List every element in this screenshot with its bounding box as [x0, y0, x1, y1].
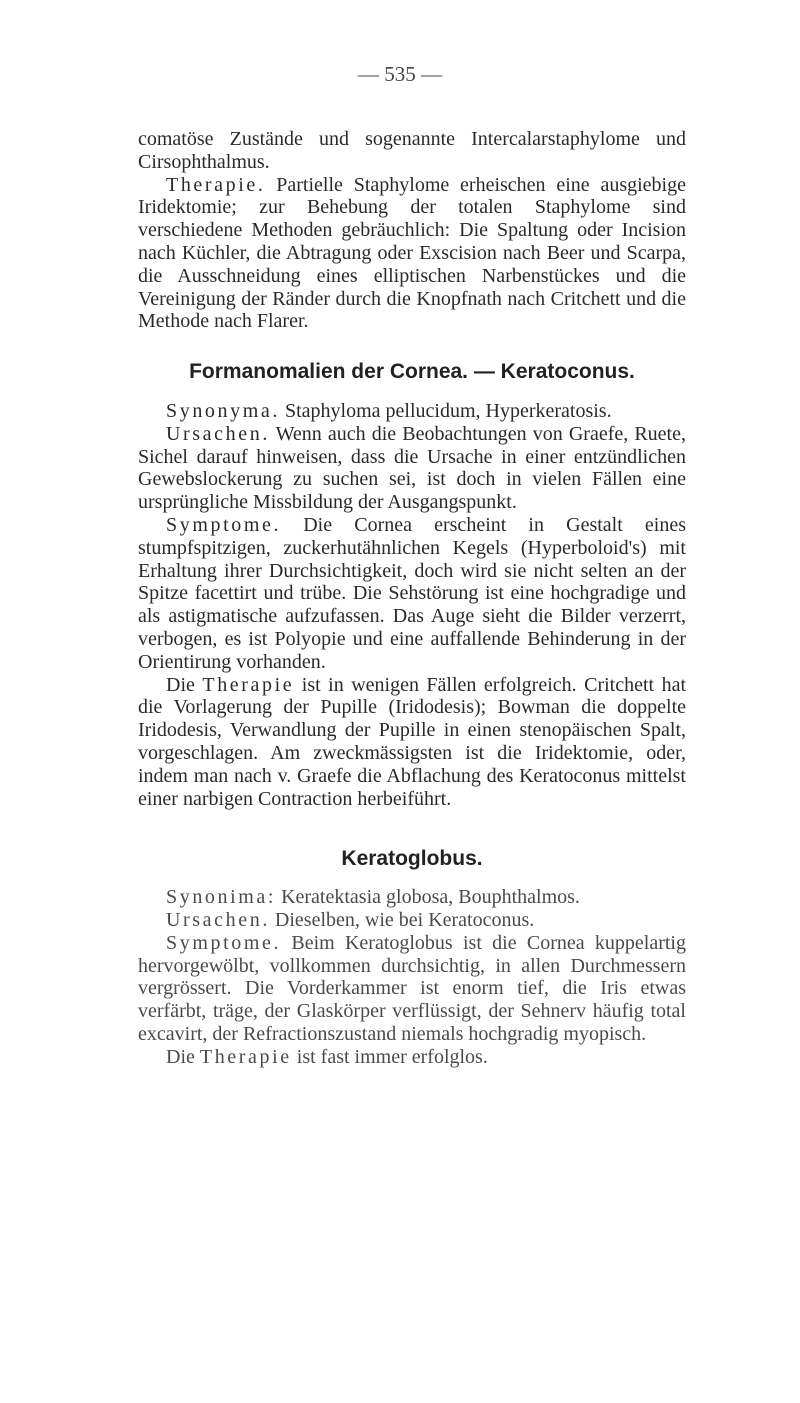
- therapie-label: Therapie: [202, 673, 295, 696]
- therapie-label: Therapie: [199, 1045, 292, 1068]
- keratoglobus-synonima-paragraph: [138, 886, 686, 909]
- synonima-label: Synonima:: [166, 886, 277, 909]
- symptome-text: Beim Keratoglobus ist die Cornea kuppelartig hervorgewölbt, vollkommen durchsichtig, in allen Durchmessern vergrössert. Die Vorderkammer ist enorm tief, die Iris etwas verfärbt, träge, der Glaskörper verflüssigt, der Sehnerv häufig total excavirt, der Refractionszustand niemals hochgradig myopisch.: [138, 931, 686, 1045]
- therapie-text: Partielle Staphylome erheischen eine ausgiebige Iridektomie; zur Behebung der totalen Staphylome sind verschiedene Methoden gebräuchlich: Die Spaltung oder Incision nach Küchler, die Abtragung oder Exscision nach Beer und Scarpa, die Ausschneidung eines elliptischen Narbenstückes und die Vereinigung der Ränder durch die Knopfnath nach Critchett und die Methode nach Flarer.: [138, 173, 686, 333]
- therapie-text: ist in wenigen Fällen erfolgreich. Critchett hat die Vorlagerung der Pupille (Iridodesis); Bowman die doppelte Iridodesis, Verwandlung der Pupille in einen stenopäischen Spalt, vorgeschlagen. Am zweckmässigsten ist die Iridektomie, oder, indem man nach v. Graefe die Abflachung des Keratoconus mittelst einer narbigen Contraction herbeiführt.: [138, 673, 687, 810]
- synonyma-label: Synonyma.: [166, 399, 280, 422]
- page-body: [138, 128, 686, 1068]
- page-number: — 535 —: [358, 62, 442, 86]
- symptome-label: Symptome.: [166, 513, 282, 536]
- therapie-pre: Die: [166, 673, 195, 696]
- ursachen-text: Dieselben, wie bei Keratoconus.: [274, 908, 535, 931]
- section-heading-keratoglobus: Keratoglobus.: [341, 847, 483, 871]
- therapie-label: Therapie.: [166, 173, 266, 196]
- ursachen-label: Ursachen.: [166, 422, 270, 445]
- symptome-label: Symptome.: [166, 931, 282, 954]
- ursachen-label: Ursachen.: [166, 908, 270, 931]
- section-heading-keratoconus: Formanomalien der Cornea. — Keratoconus.: [189, 360, 635, 384]
- ursachen-text: Wenn auch die Beobachtungen von Graefe, Ruete, Sichel darauf hinweisen, dass die Ursache in einer entzündlichen Gewebslockerung zu suchen sei, ist doch in vielen Fällen eine ursprüngliche Missbildung der Ausgangspunkt.: [138, 422, 686, 514]
- symptome-text: Die Cornea erscheint in Gestalt eines stumpfspitzigen, zuckerhutähnlichen Kegels (Hyperboloid's) mit Erhaltung ihrer Durchsichtigkeit, doch wird sie nicht selten an der Spitze facettirt und trübe. Die Sehstörung ist eine hochgradige und als astigmatische aufzufassen. Das Auge sieht die Bilder verzerrt, verbogen, es ist Polyopie und eine auffallende Behinderung in der Orientirung vorhanden.: [138, 513, 687, 673]
- keratoglobus-symptome-paragraph: [138, 932, 686, 1046]
- keratoconus-synonyma-paragraph: [138, 400, 686, 423]
- keratoconus-therapie-paragraph: [138, 674, 686, 811]
- synonyma-text: Staphyloma pellucidum, Hyperkeratosis.: [284, 399, 612, 422]
- keratoconus-symptome-paragraph: [138, 514, 686, 674]
- intro-line: comatöse Zustände und sogenannte Intercalarstaphylome und Cirsophthalmus.: [138, 128, 686, 173]
- therapie-text: ist fast immer erfolglos.: [296, 1045, 488, 1068]
- intro-therapie-paragraph: [138, 174, 686, 334]
- keratoglobus-ursachen-paragraph: [138, 909, 686, 932]
- synonima-text: Keratektasia globosa, Bouphthalmos.: [281, 886, 580, 909]
- keratoglobus-therapie-paragraph: [138, 1046, 686, 1069]
- therapie-pre: Die: [166, 1045, 195, 1068]
- keratoconus-ursachen-paragraph: [138, 423, 686, 514]
